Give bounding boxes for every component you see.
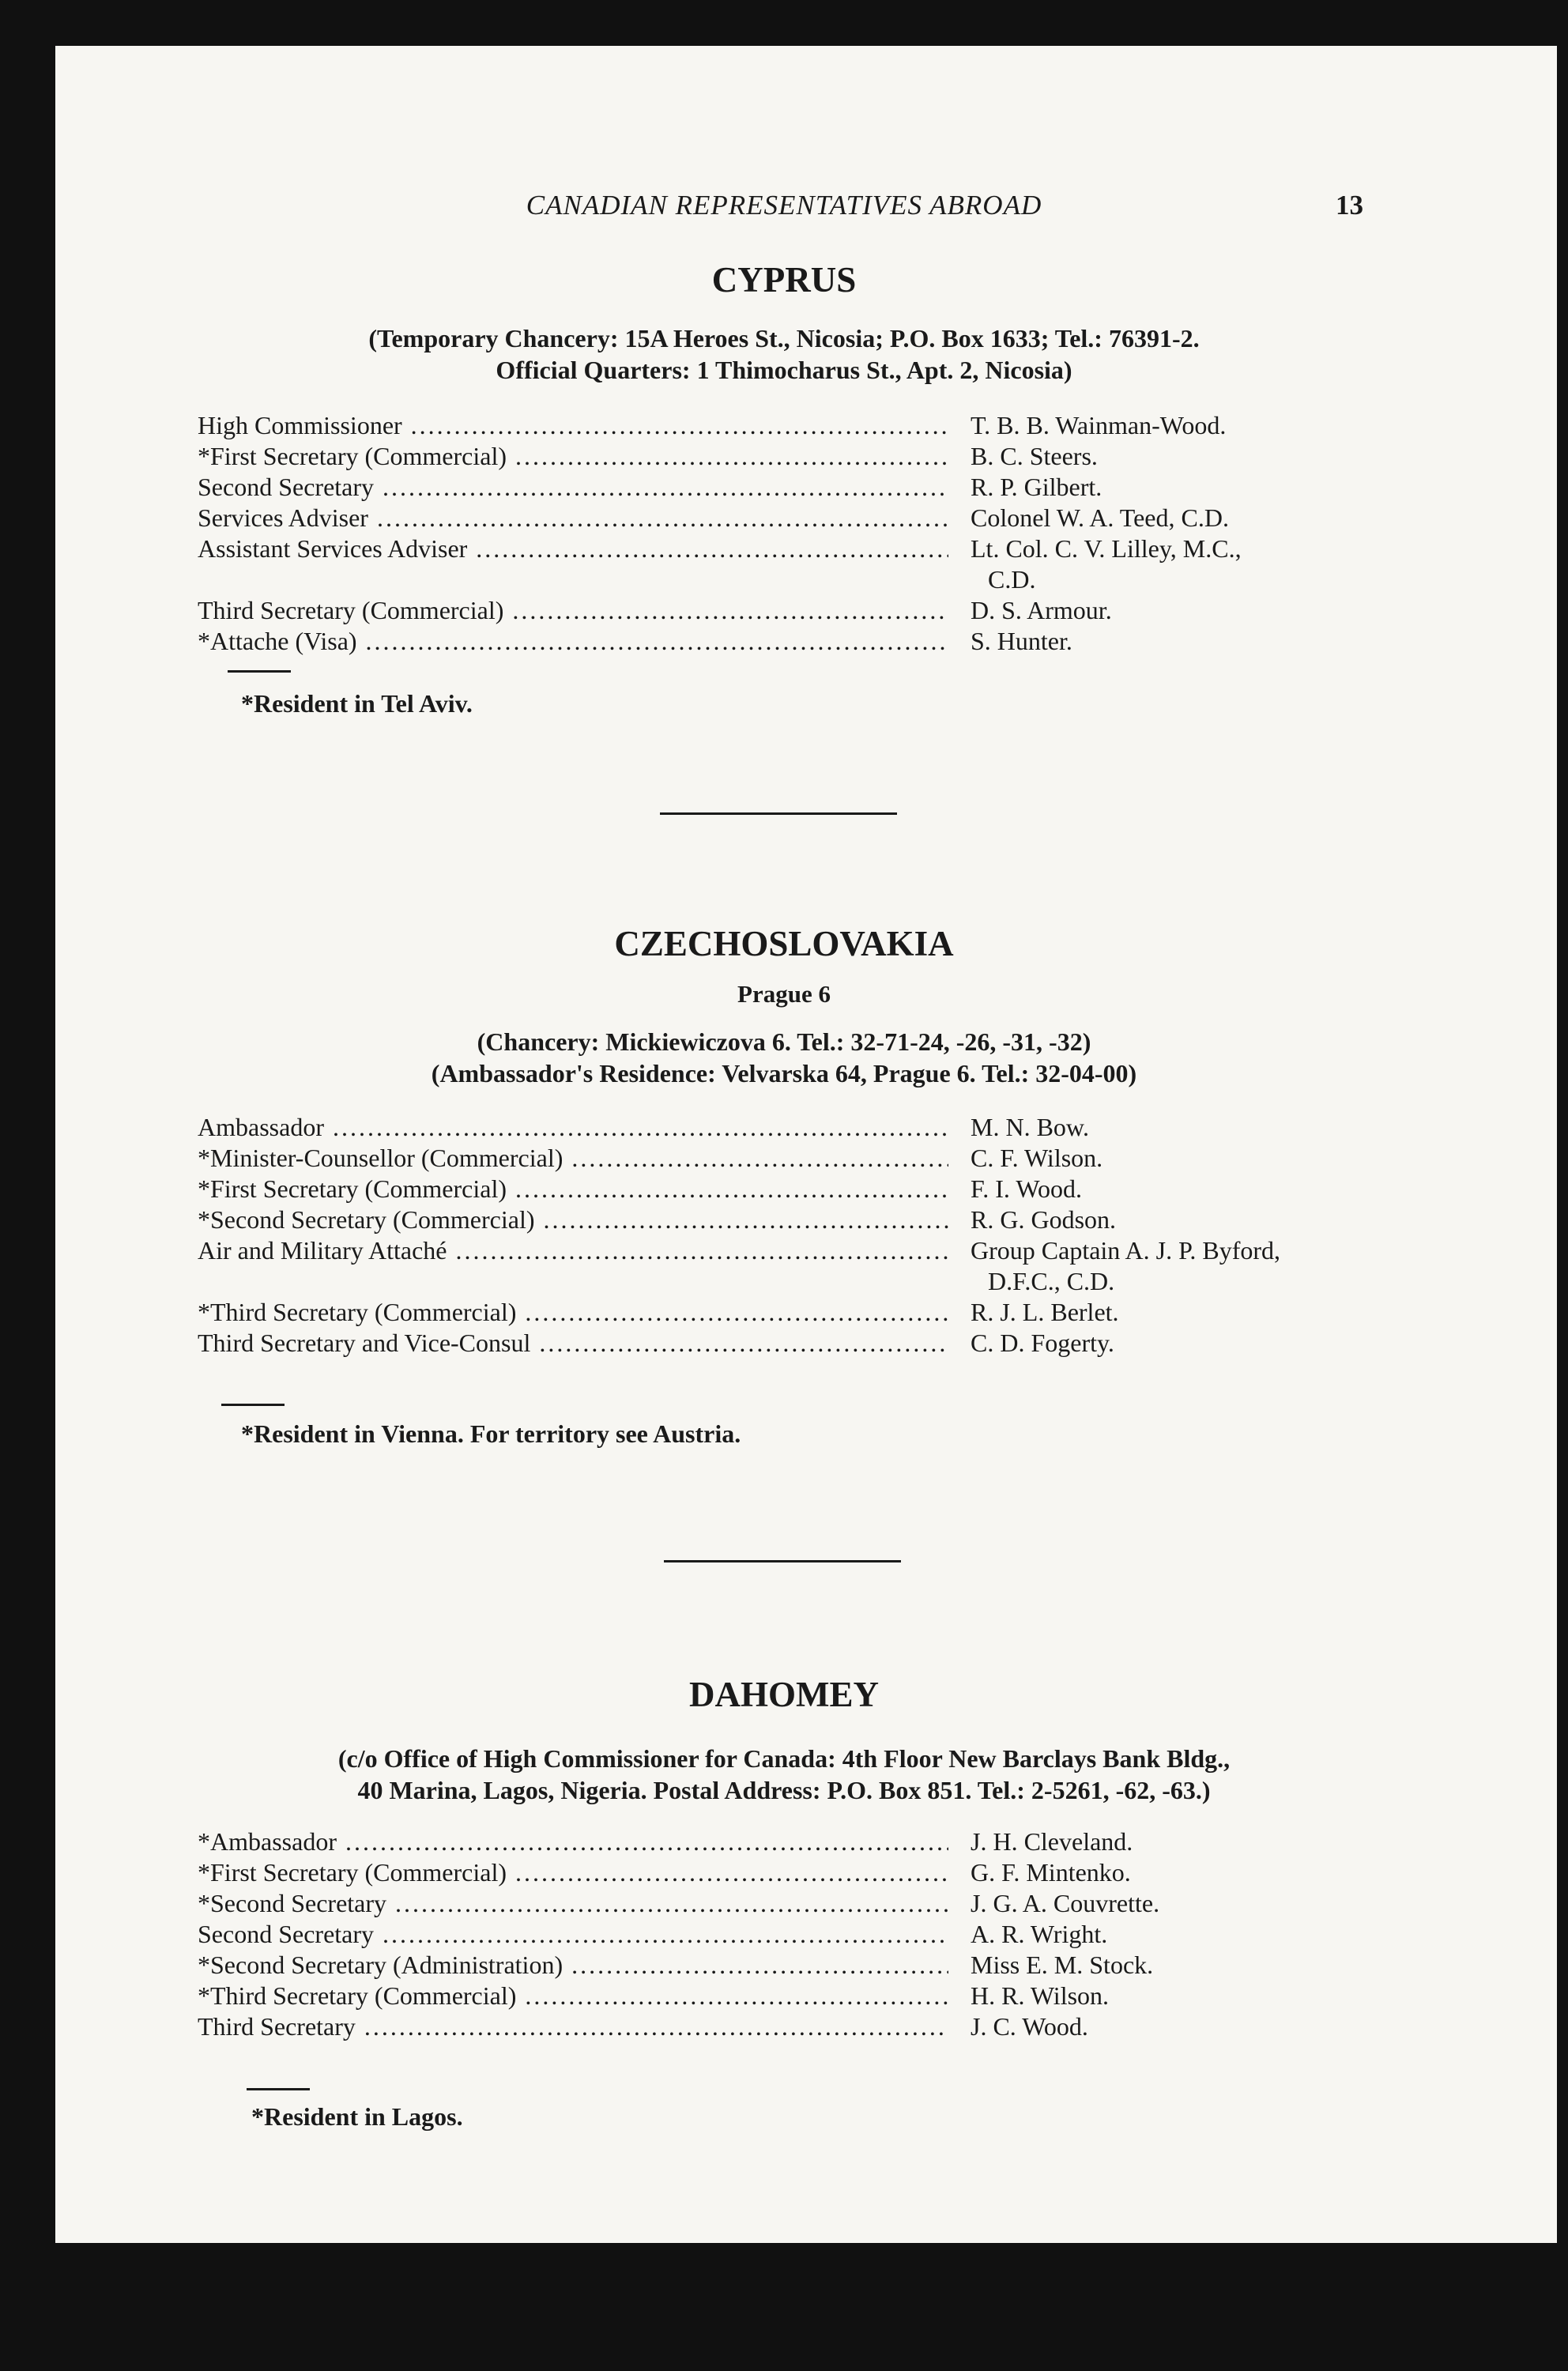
- staff-row: [0, 1920, 1568, 1951]
- person-name: G. F. Mintenko.: [971, 1858, 1131, 1887]
- person-name: Group Captain A. J. P. Byford,: [971, 1236, 1280, 1265]
- position-title: Ambassador .....: [198, 1113, 948, 1142]
- person-name: C. F. Wilson.: [971, 1144, 1103, 1172]
- footnote-czechoslovakia: *Resident in Vienna. For territory see Austria.: [241, 1419, 741, 1448]
- position-title: *Third Secretary (Commercial) .....: [198, 1298, 948, 1327]
- person-name: Colonel W. A. Teed, C.D.: [971, 503, 1229, 532]
- page-number: 13: [1336, 190, 1363, 221]
- address-block-dahomey: [0, 1743, 1568, 1806]
- section-heading-cyprus: CYPRUS: [711, 260, 857, 300]
- staff-row: [0, 1981, 1568, 2012]
- position-title: *Second Secretary .....: [198, 1889, 948, 1918]
- staff-row-continuation: [0, 1267, 1568, 1298]
- position-title: High Commissioner .....: [198, 411, 948, 440]
- staff-row: [0, 442, 1568, 473]
- section-heading-dahomey: DAHOMEY: [689, 1675, 879, 1714]
- position-title: Services Adviser .....: [198, 503, 948, 533]
- staff-row: [0, 473, 1568, 503]
- position-title: Assistant Services Adviser .....: [198, 534, 948, 564]
- position-title: Third Secretary .....: [198, 2012, 948, 2041]
- running-title: CANADIAN REPRESENTATIVES ABROAD: [526, 190, 1042, 221]
- address-block-cyprus: [0, 322, 1568, 386]
- staff-row: [0, 596, 1568, 627]
- staff-row: [0, 1298, 1568, 1329]
- address-block-czechoslovakia: [0, 1026, 1568, 1089]
- position-title: Second Secretary .....: [198, 473, 948, 502]
- position-title: Third Secretary (Commercial) .....: [198, 596, 948, 625]
- staff-list-cyprus: [0, 411, 1568, 658]
- position-title: *Second Secretary (Administration) .....: [198, 1951, 948, 1980]
- staff-row: [0, 1113, 1568, 1144]
- person-name: R. J. L. Berlet.: [971, 1298, 1119, 1326]
- staff-row: [0, 411, 1568, 442]
- position-title: Second Secretary .....: [198, 1920, 948, 1949]
- person-name: R. P. Gilbert.: [971, 473, 1102, 501]
- position-title: Third Secretary and Vice-Consul .....: [198, 1329, 948, 1358]
- position-title: *Minister-Counsellor (Commercial) .....: [198, 1144, 948, 1173]
- address-line: (Chancery: Mickiewiczova 6. Tel.: 32-71-24, -26, -31, -32): [477, 1027, 1091, 1056]
- person-name: R. G. Godson.: [971, 1205, 1117, 1234]
- staff-row: [0, 1889, 1568, 1920]
- staff-list-czechoslovakia: [0, 1113, 1568, 1359]
- address-line: (c/o Office of High Commissioner for Canada: 4th Floor New Barclays Bank Bldg.,: [337, 1744, 1231, 1773]
- staff-row: [0, 1951, 1568, 1981]
- staff-row: [0, 627, 1568, 658]
- footnote-rule: [221, 1404, 285, 1406]
- section-subtitle-czechoslovakia: Prague 6: [737, 980, 831, 1008]
- person-name: J. G. A. Couvrette.: [971, 1889, 1160, 1917]
- person-name: M. N. Bow.: [971, 1113, 1089, 1141]
- position-title: *Ambassador .....: [198, 1827, 948, 1856]
- staff-row: [0, 1236, 1568, 1267]
- section-divider: [660, 812, 897, 815]
- person-name: F. I. Wood.: [971, 1174, 1082, 1203]
- staff-row: [0, 534, 1568, 565]
- position-title: *First Secretary (Commercial) .....: [198, 1858, 948, 1887]
- person-name: C.D.: [988, 565, 1036, 594]
- section-divider: [664, 1560, 901, 1562]
- person-name: H. R. Wilson.: [971, 1981, 1110, 2010]
- person-name: B. C. Steers.: [971, 442, 1098, 470]
- address-line: Official Quarters: 1 Thimocharus St., Apt. 2, Nicosia): [496, 356, 1072, 384]
- footnote-rule: [228, 670, 291, 673]
- footnote-dahomey: *Resident in Lagos.: [251, 2102, 463, 2131]
- footnote-cyprus: *Resident in Tel Aviv.: [241, 689, 473, 718]
- address-line: (Ambassador's Residence: Velvarska 64, Prague 6. Tel.: 32-04-00): [431, 1059, 1137, 1087]
- person-name: T. B. B. Wainman-Wood.: [971, 411, 1227, 439]
- staff-list-dahomey: [0, 1827, 1568, 2043]
- position-title: *First Secretary (Commercial) .....: [198, 1174, 948, 1204]
- staff-row: [0, 1205, 1568, 1236]
- person-name: Miss E. M. Stock.: [971, 1951, 1154, 1979]
- staff-row: [0, 1858, 1568, 1889]
- person-name: J. C. Wood.: [971, 2012, 1088, 2041]
- section-heading-czechoslovakia: CZECHOSLOVAKIA: [614, 924, 954, 963]
- address-line: (Temporary Chancery: 15A Heroes St., Nicosia; P.O. Box 1633; Tel.: 76391-2.: [368, 324, 1200, 352]
- staff-row: [0, 2012, 1568, 2043]
- staff-row: [0, 1174, 1568, 1205]
- person-name: J. H. Cleveland.: [971, 1827, 1133, 1856]
- position-title: *Third Secretary (Commercial) .....: [198, 1981, 948, 2011]
- person-name: A. R. Wright.: [971, 1920, 1108, 1948]
- person-name: S. Hunter.: [971, 627, 1072, 655]
- person-name: Lt. Col. C. V. Lilley, M.C.,: [971, 534, 1242, 563]
- staff-row: [0, 503, 1568, 534]
- position-title: *Attache (Visa) .....: [198, 627, 948, 656]
- person-name: D.F.C., C.D.: [988, 1267, 1115, 1295]
- position-title: Air and Military Attaché .....: [198, 1236, 948, 1265]
- footnote-rule: [247, 2088, 310, 2090]
- position-title: *First Secretary (Commercial) .....: [198, 442, 948, 471]
- position-title: *Second Secretary (Commercial) .....: [198, 1205, 948, 1235]
- person-name: D. S. Armour.: [971, 596, 1112, 624]
- staff-row: [0, 1827, 1568, 1858]
- address-line: 40 Marina, Lagos, Nigeria. Postal Address: P.O. Box 851. Tel.: 2-5261, -62, -63.): [357, 1776, 1211, 1804]
- staff-row: [0, 1144, 1568, 1174]
- staff-row: [0, 1329, 1568, 1359]
- staff-row-continuation: [0, 565, 1568, 596]
- person-name: C. D. Fogerty.: [971, 1329, 1114, 1357]
